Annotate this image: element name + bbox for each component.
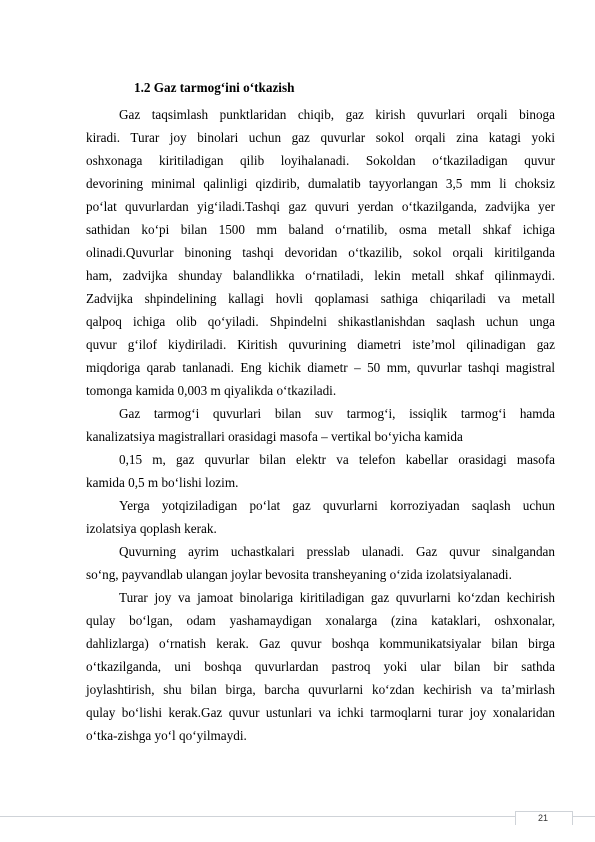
text-line: sathidan ko‘pi bilan 1500 mm baland o‘rnatilib, osma metall shkaf ichiga bbox=[86, 222, 555, 237]
text-line: so‘ng, payvandlab ulangan joylar bevosita transheyaning o‘zida izolatsiyalanadi. bbox=[86, 567, 512, 582]
text-line: Turar joy va jamoat binolariga kiritiladigan gaz quvurlarni ko‘zdan kechirish bbox=[119, 590, 555, 605]
text-line: Gaz tarmog‘i quvurlari bilan suv tarmog‘i, issiqlik tarmog‘i hamda bbox=[119, 406, 555, 421]
text-line: olinadi.Quvurlar binoning tashqi devoridan o‘tkazilib, sokol orqali kiritilganda bbox=[86, 245, 555, 260]
text-line: qulay bo‘lishi kerak.Gaz quvur ustunlari va ichki tarmoqlarni turar joy xonalaridan bbox=[86, 705, 555, 720]
text-line: miqdoriga qarab tanlanadi. Eng kichik diametr – 50 mm, quvurlar tashqi magistral bbox=[86, 360, 555, 375]
text-line: dahlizlarga) o‘rnatish kerak. Gaz quvur boshqa kommunikatsiyalar bilan birga bbox=[86, 636, 555, 651]
text-line: qulay bo‘lgan, odam yashamaydigan xonalarga (zina kataklari, oshxonalar, bbox=[86, 613, 555, 628]
text-line: izolatsiya qoplash kerak. bbox=[86, 521, 217, 536]
page-number: 21 bbox=[537, 813, 548, 823]
text-line: kamida 0,5 m bo‘lishi lozim. bbox=[86, 475, 239, 490]
text-line: quvur g‘ilof kiydiriladi. Kiritish quvurining diametri iste’mol qilinadigan gaz bbox=[86, 337, 555, 352]
text-line: joylashtirish, shu bilan birga, barcha quvurlarni ko‘zdan kechirish va ta’mirlash bbox=[86, 682, 555, 697]
text-line: tomonga kamida 0,003 m qiyalikda o‘tkaziladi. bbox=[86, 383, 337, 398]
section-heading: 1.2 Gaz tarmog‘ini o‘tkazish bbox=[134, 80, 295, 95]
text-line: 0,15 m, gaz quvurlar bilan elektr va telefon kabellar orasidagi masofa bbox=[119, 452, 555, 467]
text-line: Quvurning ayrim uchastkalari presslab ulanadi. Gaz quvur sinalgandan bbox=[119, 544, 555, 559]
text-line: ham, zadvijka shunday balandlikka o‘rnatiladi, lekin metall shkaf qilinmaydi. bbox=[86, 268, 555, 283]
text-line: kiradi. Turar joy binolari uchun gaz quvurlar sokol orqali zina katagi yoki bbox=[86, 130, 555, 145]
text-line: Yerga yotqiziladigan po‘lat gaz quvurlarni korroziyadan saqlash uchun bbox=[119, 498, 555, 513]
text-line: kanalizatsiya magistrallari orasidagi masofa – vertikal bo‘yicha kamida bbox=[86, 429, 463, 444]
text-line: o‘tka-zishga yo‘l qo‘yilmaydi. bbox=[86, 728, 247, 743]
text-line: o‘tkazilganda, uni boshqa quvurlardan pastroq yoki ular bilan bir sathda bbox=[86, 659, 555, 674]
text-line: Zadvijka shpindelining kallagi hovli qoplamasi sathiga chiqariladi va metall bbox=[86, 291, 555, 306]
text-line: Gaz taqsimlash punktlaridan chiqib, gaz kirish quvurlari orqali binoga bbox=[119, 107, 555, 122]
text-line: qalpoq ichiga olib qo‘yiladi. Shpindelni shikastlanishdan saqlash uchun unga bbox=[86, 314, 555, 329]
body-text bbox=[86, 103, 555, 747]
footer-divider bbox=[0, 816, 595, 817]
text-line: devorining minimal qalinligi qizdirib, dumalatib tayyorlangan 3,5 mm li choksiz bbox=[86, 176, 555, 191]
text-line: oshxonaga kiritiladigan qilib loyihalanadi. Sokoldan o‘tkaziladigan quvur bbox=[86, 153, 555, 168]
text-line: po‘lat quvurlardan yig‘iladi.Tashqi gaz quvuri yerdan o‘tkazilganda, zadvijka yer bbox=[86, 199, 555, 214]
